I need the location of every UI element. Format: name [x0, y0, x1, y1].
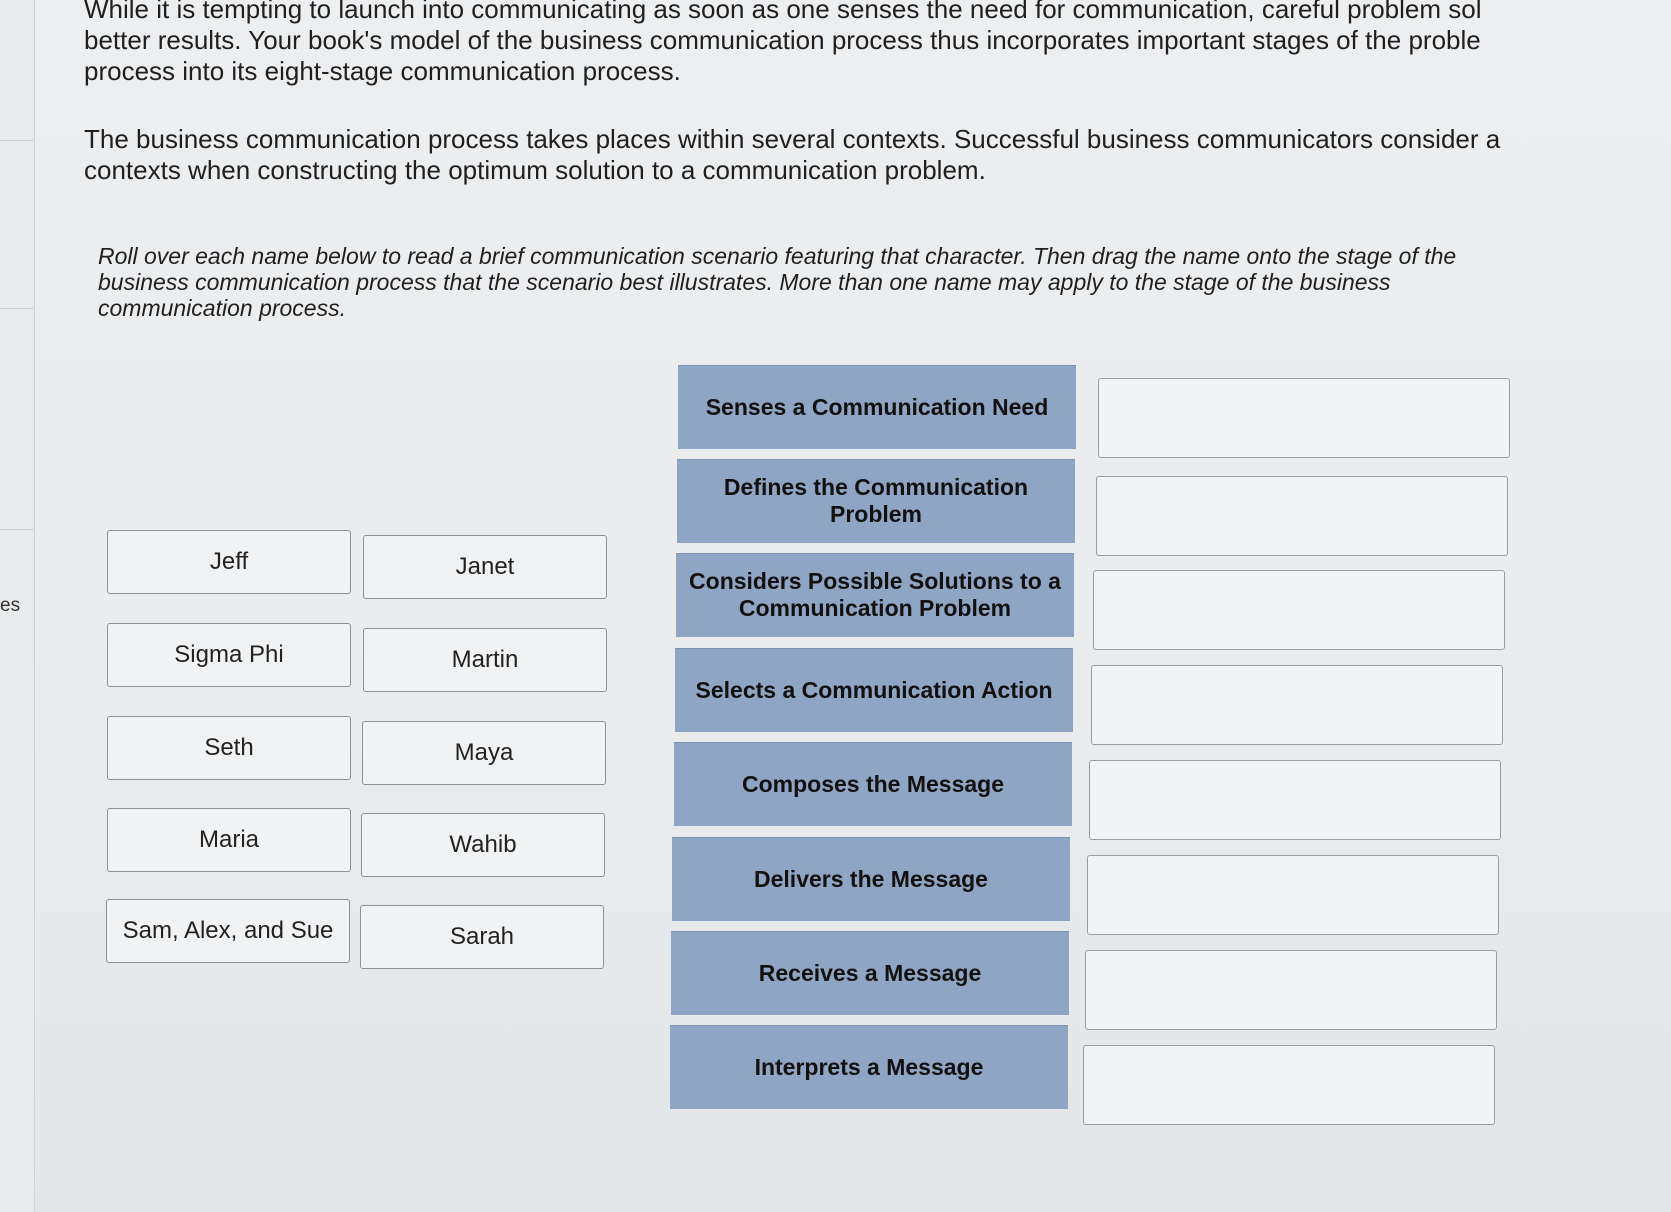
stage-senses-need: Senses a Communication Need [678, 365, 1076, 449]
name-card-wahib[interactable]: Wahib [361, 813, 605, 877]
drop-zone-receives-message[interactable] [1085, 950, 1497, 1030]
intro-line: The business communication process takes places within several contexts. Successful business communicators consider a [84, 124, 1501, 154]
intro-paragraph-1 [84, 0, 1671, 87]
instructions-text: Roll over each name below to read a brief communication scenario featuring that character. Then drag the name onto the stage of the business communication process that the scenario best illustrates. More than one name may apply to the stage of the business communication process. [98, 243, 1457, 321]
name-card-martin[interactable]: Martin [363, 628, 607, 692]
drop-zone-interprets-message[interactable] [1083, 1045, 1495, 1125]
stage-defines-problem: Defines the Communication Problem [677, 459, 1075, 543]
name-card-seth[interactable]: Seth [107, 716, 351, 780]
intro-line: contexts when constructing the optimum solution to a communication problem. [84, 155, 986, 185]
name-card-sam-alex-sue[interactable]: Sam, Alex, and Sue [106, 899, 350, 963]
drop-zone-senses-need[interactable] [1098, 378, 1510, 458]
intro-line: While it is tempting to launch into communicating as soon as one senses the need for communication, careful problem sol [84, 0, 1482, 24]
stage-receives-message: Receives a Message [671, 931, 1069, 1015]
name-card-maya[interactable]: Maya [362, 721, 606, 785]
left-sidebar [0, 0, 35, 1212]
stage-delivers-message: Delivers the Message [672, 837, 1070, 921]
drop-zone-selects-action[interactable] [1091, 665, 1503, 745]
drop-zone-considers-solutions[interactable] [1093, 570, 1505, 650]
sidebar-tab[interactable] [0, 0, 34, 141]
name-card-maria[interactable]: Maria [107, 808, 351, 872]
drop-zone-composes-message[interactable] [1089, 760, 1501, 840]
drop-zone-delivers-message[interactable] [1087, 855, 1499, 935]
stage-composes-message: Composes the Message [674, 742, 1072, 826]
name-card-jeff[interactable]: Jeff [107, 530, 351, 594]
intro-line: better results. Your book's model of the business communication process thus incorporates important stages of the proble [84, 25, 1481, 55]
stage-selects-action: Selects a Communication Action [675, 648, 1073, 732]
drop-zone-defines-problem[interactable] [1096, 476, 1508, 556]
intro-paragraph-2 [84, 124, 1671, 186]
sidebar-tab[interactable] [0, 308, 34, 530]
stage-considers-solutions: Considers Possible Solutions to a Communication Problem [676, 553, 1074, 637]
intro-line: process into its eight-stage communication process. [84, 56, 681, 86]
sidebar-tab-label: es [0, 595, 21, 616]
stage-interprets-message: Interprets a Message [670, 1025, 1068, 1109]
name-card-sigma-phi[interactable]: Sigma Phi [107, 623, 351, 687]
name-card-sarah[interactable]: Sarah [360, 905, 604, 969]
name-card-janet[interactable]: Janet [363, 535, 607, 599]
